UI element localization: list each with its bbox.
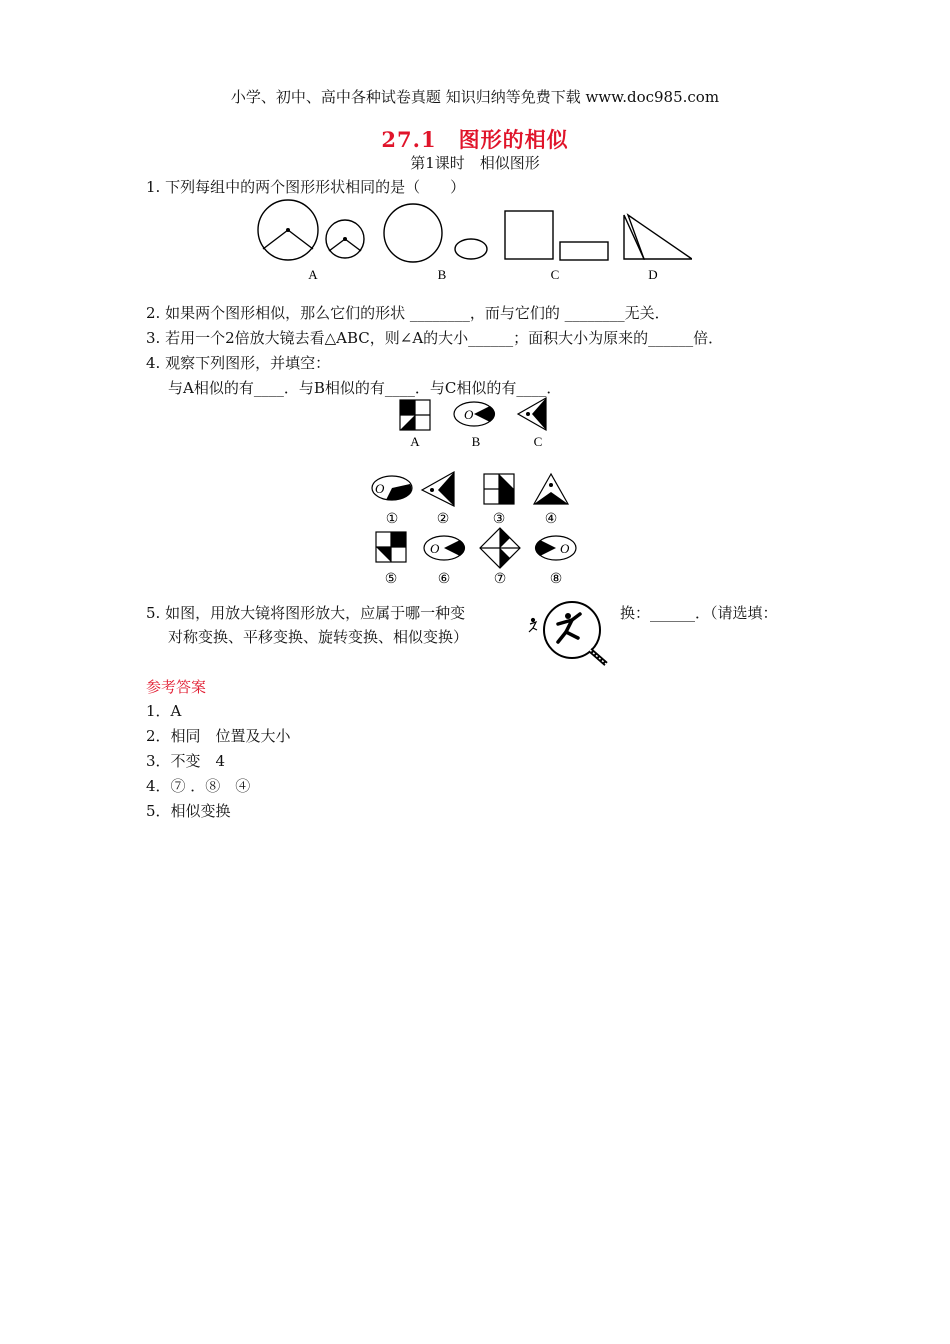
q1-option-d-figure <box>624 215 692 259</box>
question-5-line1: 5. 如图，用放大镜将图形放大，应属于哪一种变 <box>146 604 466 622</box>
question-4-fill-line: 与A相似的有____．与B相似的有____．与C相似的有____． <box>168 379 562 397</box>
question-5-line1-end: 换：______．（请选填： <box>620 604 778 622</box>
page-header: 小学、初中、高中各种试卷真题 知识归纳等免费下载 www.doc985.com <box>230 88 720 106</box>
question-3: 3. 若用一个2倍放大镜去看△ABC，则∠A的大小______；面积大小为原来的______倍． <box>146 329 724 347</box>
question-2: 2. 如果两个图形相似，那么它们的形状 ________，而与它们的 ________无关． <box>146 304 670 322</box>
large-dancer-figure <box>558 613 580 642</box>
q1-label-c: C <box>550 267 560 282</box>
answer-3: 3．不变 4 <box>146 752 226 770</box>
q1-option-a-figure <box>258 200 364 260</box>
q1-figure <box>256 197 692 285</box>
q4-option-figures <box>364 470 584 590</box>
question-5-line2: 对称变换、平移变换、旋转变换、相似变换） <box>168 628 469 646</box>
q4-ref-b-o-letter: O <box>464 407 474 422</box>
small-dancer-figure <box>529 619 537 633</box>
section-title: 27.1 图形的相似 <box>381 127 569 152</box>
answer-5: 5．相似变换 <box>146 802 231 820</box>
q4-ref-a-figure <box>400 400 430 430</box>
q4-label-8: ⑧ <box>549 572 563 587</box>
q4-ref-b-figure <box>454 402 495 426</box>
q4-fig-6-o-letter: O <box>430 541 440 556</box>
q1-option-b-figure <box>384 204 487 262</box>
q4-label-7: ⑦ <box>493 572 507 587</box>
q1-label-d: D <box>648 267 658 282</box>
lesson-subtitle: 第1课时 相似图形 <box>410 154 540 172</box>
q4-fig-5 <box>376 532 406 562</box>
question-4: 4. 观察下列图形，并填空： <box>146 354 331 372</box>
answer-2: 2．相同 位置及大小 <box>146 727 291 745</box>
q4-label-5: ⑤ <box>384 572 398 587</box>
q4-fig-1 <box>372 476 412 500</box>
q4-fig-2 <box>422 472 454 506</box>
q4-reference-figures <box>396 396 556 452</box>
answer-4: 4．⑦ ．⑧ ④ <box>146 777 251 795</box>
q1-label-b: B <box>437 267 447 282</box>
q4-fig-8 <box>535 536 576 560</box>
q4-ref-label-c: C <box>533 434 543 449</box>
q4-label-4: ④ <box>544 512 558 527</box>
question-1: 1. 下列每组中的两个图形形状相同的是（ ） <box>146 178 466 196</box>
q4-label-6: ⑥ <box>437 572 451 587</box>
q1-label-a: A <box>308 267 318 282</box>
q4-ref-label-b: B <box>471 434 481 449</box>
q4-fig-3 <box>484 474 514 504</box>
magnifier-icon <box>544 602 606 664</box>
q4-ref-c-figure <box>518 398 546 430</box>
q4-fig-6 <box>424 536 465 560</box>
q1-option-c-figure <box>505 211 608 260</box>
q4-label-2: ② <box>436 512 450 527</box>
q4-ref-label-a: A <box>410 434 420 449</box>
q4-label-3: ③ <box>492 512 506 527</box>
answers-title: 参考答案 <box>146 678 207 696</box>
q4-label-1: ① <box>385 512 399 527</box>
answer-1: 1．A <box>146 702 182 720</box>
q4-fig-7 <box>480 528 520 568</box>
q4-fig-8-o-letter: O <box>560 541 570 556</box>
q4-fig-1-o-letter: O <box>375 481 385 496</box>
magnifier-figure <box>524 600 616 666</box>
q4-fig-4 <box>534 474 568 504</box>
